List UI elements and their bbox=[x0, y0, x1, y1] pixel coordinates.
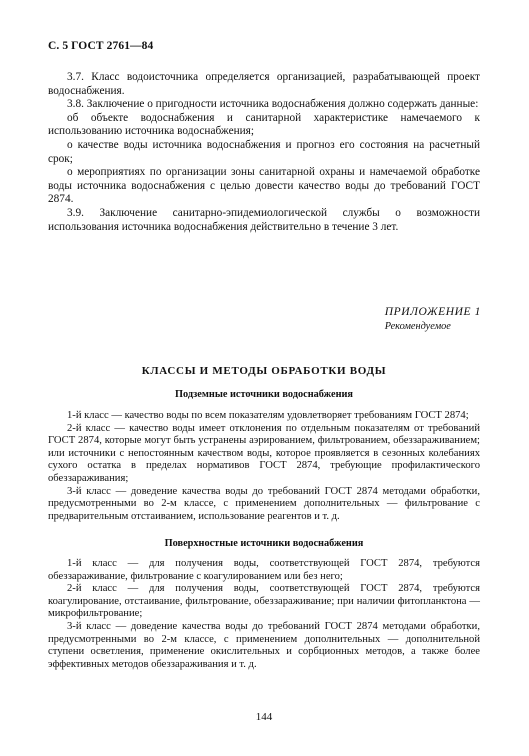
surface-class-1: 1-й класс — для получения воды, соответствующей ГОСТ 2874, требуются обеззараживание, фильтрование с коагулированием или без него; bbox=[48, 558, 480, 582]
section-3-text bbox=[48, 71, 480, 234]
paragraph-3-8-item-object: об объекте водоснабжения и санитарной характеристике намечаемого к использованию источника водоснабжения; bbox=[48, 111, 480, 138]
paragraph-3-8-item-quality: о качестве воды источника водоснабжения и прогноз его состояния на расчетный срок; bbox=[48, 138, 480, 165]
page-header: С. 5 ГОСТ 2761—84 bbox=[48, 40, 154, 52]
underground-class-2: 2-й класс — качество воды имеет отклонения по отдельным показателям от требований ГОСТ 2874, которые могут быть устранены аэрированием, фильтрованием, обеззараживанием; или источники с непостоянным качеством воды, которое проявляется в сезонных колебаниях сухого остатка в пределах нормативов ГОСТ 2874, требующие профилактического обеззараживания; bbox=[48, 422, 480, 484]
appendix-status: Рекомендуемое bbox=[384, 320, 451, 332]
appendix-label: ПРИЛОЖЕНИЕ 1 bbox=[384, 306, 481, 318]
underground-class-3: 3-й класс — доведение качества воды до требований ГОСТ 2874 методами обработки, предусмотренными во 2-м классе, с применением дополнительных — фильтрование с предварительным отстаиванием, использование реагентов и т. д. bbox=[48, 485, 480, 522]
paragraph-3-7: 3.7. Класс водоисточника определяется организацией, разрабатывающей проект водоснабжения. bbox=[48, 71, 480, 97]
paragraph-3-8-item-measures: о мероприятиях по организации зоны санитарной охраны и намечаемой обработке воды источника водоснабжения с целью довести качество воды до требований ГОСТ 2874. bbox=[48, 166, 480, 206]
surface-class-2: 2-й класс — для получения воды, соответствующей ГОСТ 2874, требуются коагулирование, отстаивание, фильтрование, обеззараживание; при наличии фитопланктона — микрофильтрование; bbox=[48, 583, 480, 620]
surface-heading: Поверхностные источники водоснабжения bbox=[164, 538, 364, 549]
paragraph-3-9: 3.9. Заключение санитарно-эпидемиологической службы о возможности использования источника водоснабжения действительно в течение 3 лет. bbox=[48, 206, 480, 233]
appendix-title: КЛАССЫ И МЕТОДЫ ОБРАБОТКИ ВОДЫ bbox=[141, 365, 387, 377]
surface-class-3: 3-й класс — доведение качества воды до требований ГОСТ 2874 методами обработки, предусмотренными во 2-м классе, с применением дополнительных — дополнительной ступени осветления, применение окислительных и сорбционных методов, а также более эффективных методов обеззараживания и т. д. bbox=[48, 620, 480, 670]
underground-heading: Подземные источники водоснабжения bbox=[174, 389, 354, 400]
underground-class-1: 1-й класс — качество воды по всем показателям удовлетворяет требованиям ГОСТ 2874; bbox=[67, 410, 469, 421]
paragraph-3-8: 3.8. Заключение о пригодности источника водоснабжения должно содержать данные: bbox=[67, 98, 479, 111]
underground-classes bbox=[48, 410, 480, 523]
page-number: 144 bbox=[255, 711, 273, 723]
appendix-label-block bbox=[385, 306, 481, 333]
surface-classes bbox=[48, 558, 480, 671]
